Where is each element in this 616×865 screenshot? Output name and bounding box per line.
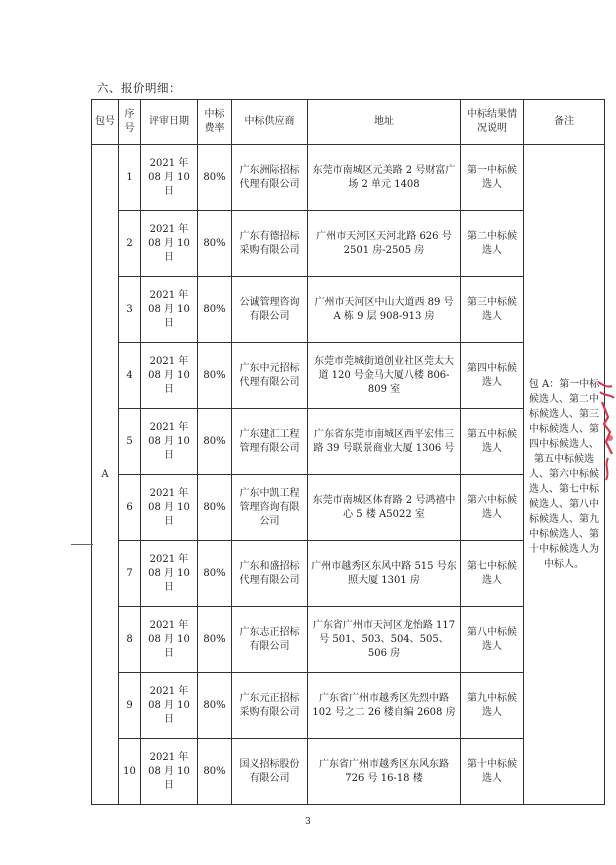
result-cell: 第一中标候选人	[461, 145, 524, 211]
rate-cell: 80%	[198, 541, 232, 607]
header-seq: 序号	[119, 100, 141, 145]
section-title: 六、报价明细：	[97, 81, 181, 95]
rate-cell: 80%	[198, 277, 232, 343]
table-header-row	[92, 100, 605, 145]
header-supplier: 中标供应商	[232, 100, 308, 145]
note-cell: 包 A：第一中标候选人、第二中标候选人、第三中标候选人、第四中标候选人、第五中标候选人、第六中标候选人、第七中标候选人、第八中标候选人、第九中标候选人、第十中标候选人为中标人。	[524, 145, 605, 805]
date-cell: 2021 年 08 月 10 日	[141, 409, 198, 475]
address-cell: 东莞市南城区体育路 2 号鸿禧中心 5 楼 A5022 室	[308, 475, 461, 541]
supplier-cell: 广东中元招标代理有限公司	[232, 343, 308, 409]
rate-cell: 80%	[198, 673, 232, 739]
header-note: 备注	[524, 100, 605, 145]
supplier-cell: 国义招标股份有限公司	[232, 739, 308, 805]
address-cell: 广州市天河区天河北路 626 号 2501 房-2505 房	[308, 211, 461, 277]
result-cell: 第六中标候选人	[461, 475, 524, 541]
date-cell: 2021 年 08 月 10 日	[141, 343, 198, 409]
supplier-cell: 广东志正招标有限公司	[232, 607, 308, 673]
result-cell: 第四中标候选人	[461, 343, 524, 409]
seq-cell: 8	[119, 607, 141, 673]
seq-cell: 7	[119, 541, 141, 607]
margin-mark	[71, 544, 93, 545]
seal-stamp-edge	[594, 362, 616, 492]
address-cell: 广东省广州市天河区龙怡路 117 号 501、503、504、505、506 房	[308, 607, 461, 673]
header-rate: 中标费率	[198, 100, 232, 145]
rate-cell: 80%	[198, 409, 232, 475]
supplier-cell: 广东有德招标采购有限公司	[232, 211, 308, 277]
seq-cell: 10	[119, 739, 141, 805]
header-address: 地址	[308, 100, 461, 145]
date-cell: 2021 年 08 月 10 日	[141, 607, 198, 673]
result-cell: 第十中标候选人	[461, 739, 524, 805]
address-cell: 东莞市南城区元美路 2 号财富广场 2 单元 1408	[308, 145, 461, 211]
seq-cell: 5	[119, 409, 141, 475]
address-cell: 广东省东莞市南城区西平宏伟三路 39 号联景商业大厦 1306 号	[308, 409, 461, 475]
supplier-cell: 公诚管理咨询有限公司	[232, 277, 308, 343]
supplier-cell: 广东建汇工程管理有限公司	[232, 409, 308, 475]
address-cell: 东莞市莞城街道创业社区莞太大道 120 号金马大厦八楼 806-809 室	[308, 343, 461, 409]
result-cell: 第七中标候选人	[461, 541, 524, 607]
date-cell: 2021 年 08 月 10 日	[141, 475, 198, 541]
rate-cell: 80%	[198, 343, 232, 409]
rate-cell: 80%	[198, 607, 232, 673]
date-cell: 2021 年 08 月 10 日	[141, 211, 198, 277]
supplier-cell: 广东中凯工程管理咨询有限公司	[232, 475, 308, 541]
result-cell: 第三中标候选人	[461, 277, 524, 343]
package-cell: A	[92, 145, 119, 805]
header-result: 中标结果情况说明	[461, 100, 524, 145]
seq-cell: 9	[119, 673, 141, 739]
header-date: 评审日期	[141, 100, 198, 145]
result-cell: 第二中标候选人	[461, 211, 524, 277]
seq-cell: 6	[119, 475, 141, 541]
rate-cell: 80%	[198, 739, 232, 805]
supplier-cell: 广东洲际招标代理有限公司	[232, 145, 308, 211]
rate-cell: 80%	[198, 475, 232, 541]
header-package: 包号	[92, 100, 119, 145]
supplier-cell: 广东元正招标采购有限公司	[232, 673, 308, 739]
address-cell: 广东省广州市越秀区先烈中路 102 号之二 26 楼自编 2608 房	[308, 673, 461, 739]
supplier-cell: 广东和盛招标代理有限公司	[232, 541, 308, 607]
address-cell: 广东省广州市越秀区东风东路 726 号 16-18 楼	[308, 739, 461, 805]
result-cell: 第八中标候选人	[461, 607, 524, 673]
date-cell: 2021 年 08 月 10 日	[141, 145, 198, 211]
seq-cell: 4	[119, 343, 141, 409]
seq-cell: 3	[119, 277, 141, 343]
address-cell: 广州市天河区中山大道西 89 号 A 栋 9 层 908-913 房	[308, 277, 461, 343]
date-cell: 2021 年 08 月 10 日	[141, 739, 198, 805]
result-cell: 第五中标候选人	[461, 409, 524, 475]
quote-detail-table	[91, 99, 605, 805]
seq-cell: 2	[119, 211, 141, 277]
address-cell: 广州市越秀区东风中路 515 号东照大厦 1301 房	[308, 541, 461, 607]
table-row	[92, 145, 605, 211]
rate-cell: 80%	[198, 211, 232, 277]
result-cell: 第九中标候选人	[461, 673, 524, 739]
date-cell: 2021 年 08 月 10 日	[141, 541, 198, 607]
date-cell: 2021 年 08 月 10 日	[141, 673, 198, 739]
rate-cell: 80%	[198, 145, 232, 211]
seq-cell: 1	[119, 145, 141, 211]
page-number: 3	[305, 817, 311, 827]
date-cell: 2021 年 08 月 10 日	[141, 277, 198, 343]
